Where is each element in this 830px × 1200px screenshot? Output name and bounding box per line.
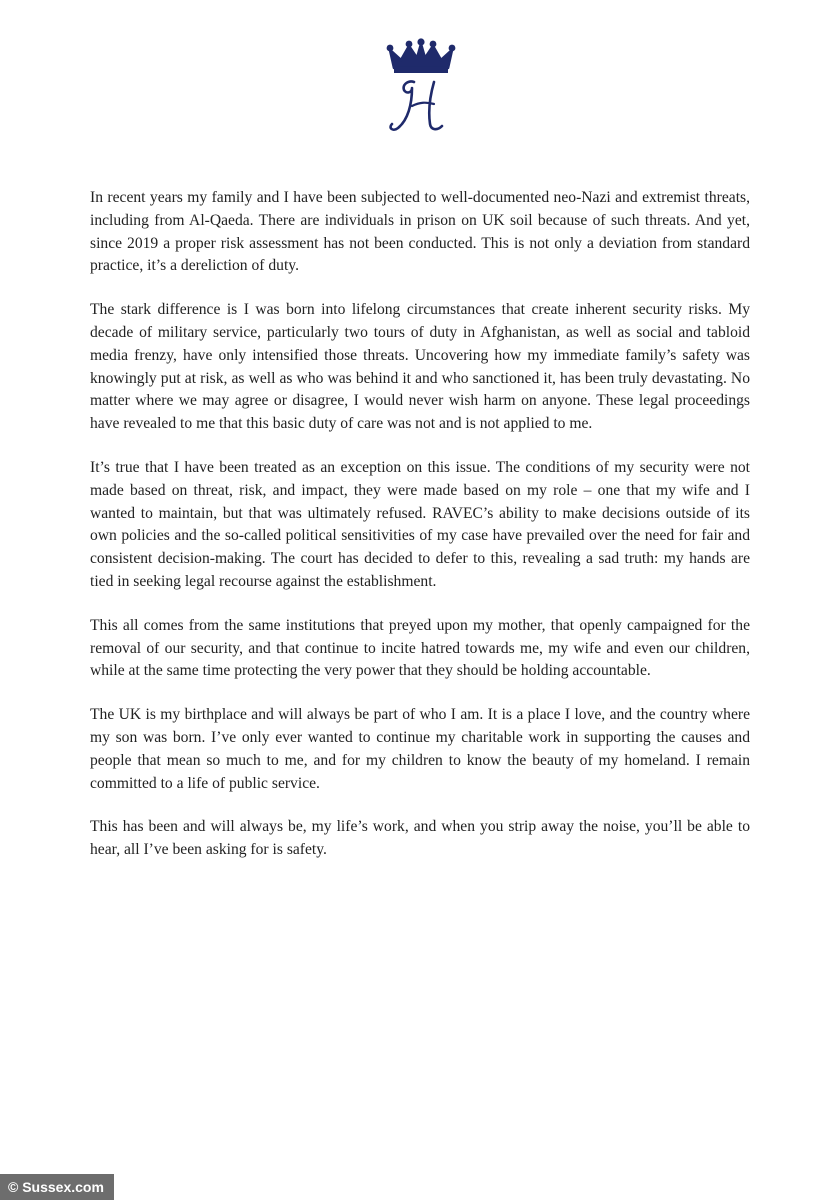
paragraph-3: It’s true that I have been treated as an exception on this issue. The conditions of my security were not made based on threat, risk, and impact, they were made based on my role – one that my wife and I wanted to maintain, but that was ultimately refused. RAVEC’s ability to make decisions outside of its own policies and the so-called political sensitivities of my case have prevailed over the need for fair and consistent decision-making. The court has decided to defer to this, revealing a sad truth: my hands are tied in seeking legal recourse against the establishment. xyxy=(90,458,750,590)
paragraph-5: The UK is my birthplace and will always be part of who I am. It is a place I love, and the country where my son was born. I’ve only ever wanted to continue my charitable work in supporting the causes and people that mean so much to me, and for my children to know the beauty of my homeland. I remain committed to a life of public service. xyxy=(90,706,750,792)
photo-credit: © Sussex.com xyxy=(0,1174,114,1200)
crown-h-monogram-icon xyxy=(376,38,466,138)
paragraph-6: This has been and will always be, my life’s work, and when you strip away the noise, you’ll be able to hear, all I’ve been asking for is safety. xyxy=(90,818,750,859)
paragraph-2: The stark difference is I was born into lifelong circumstances that create inherent security risks. My decade of military service, particularly two tours of duty in Afghanistan, as well as social and tabloid media frenzy, have only intensified those threats. Uncovering how my immediate family’s safety was knowingly put at risk, as well as who was behind it and who sanctioned it, has been truly devastating. No matter where we may agree or disagree, I would never wish harm on anyone. These legal proceedings have revealed to me that this basic duty of care was not and is not applied to me. xyxy=(90,301,750,433)
letter-body xyxy=(90,187,750,883)
paragraph-4: This all comes from the same institutions that preyed upon my mother, that openly campaigned for the removal of our security, and that continue to incite hatred towards me, my wife and even our children, while at the same time protecting the very power that they should be holding accountable. xyxy=(90,616,750,680)
paragraph-1: In recent years my family and I have been subjected to well-documented neo-Nazi and extremist threats, including from Al-Qaeda. There are individuals in prison on UK soil because of such threats. And yet, since 2019 a proper risk assessment has not been conducted. This is not only a deviation from standard practice, it’s a dereliction of duty. xyxy=(90,189,750,275)
